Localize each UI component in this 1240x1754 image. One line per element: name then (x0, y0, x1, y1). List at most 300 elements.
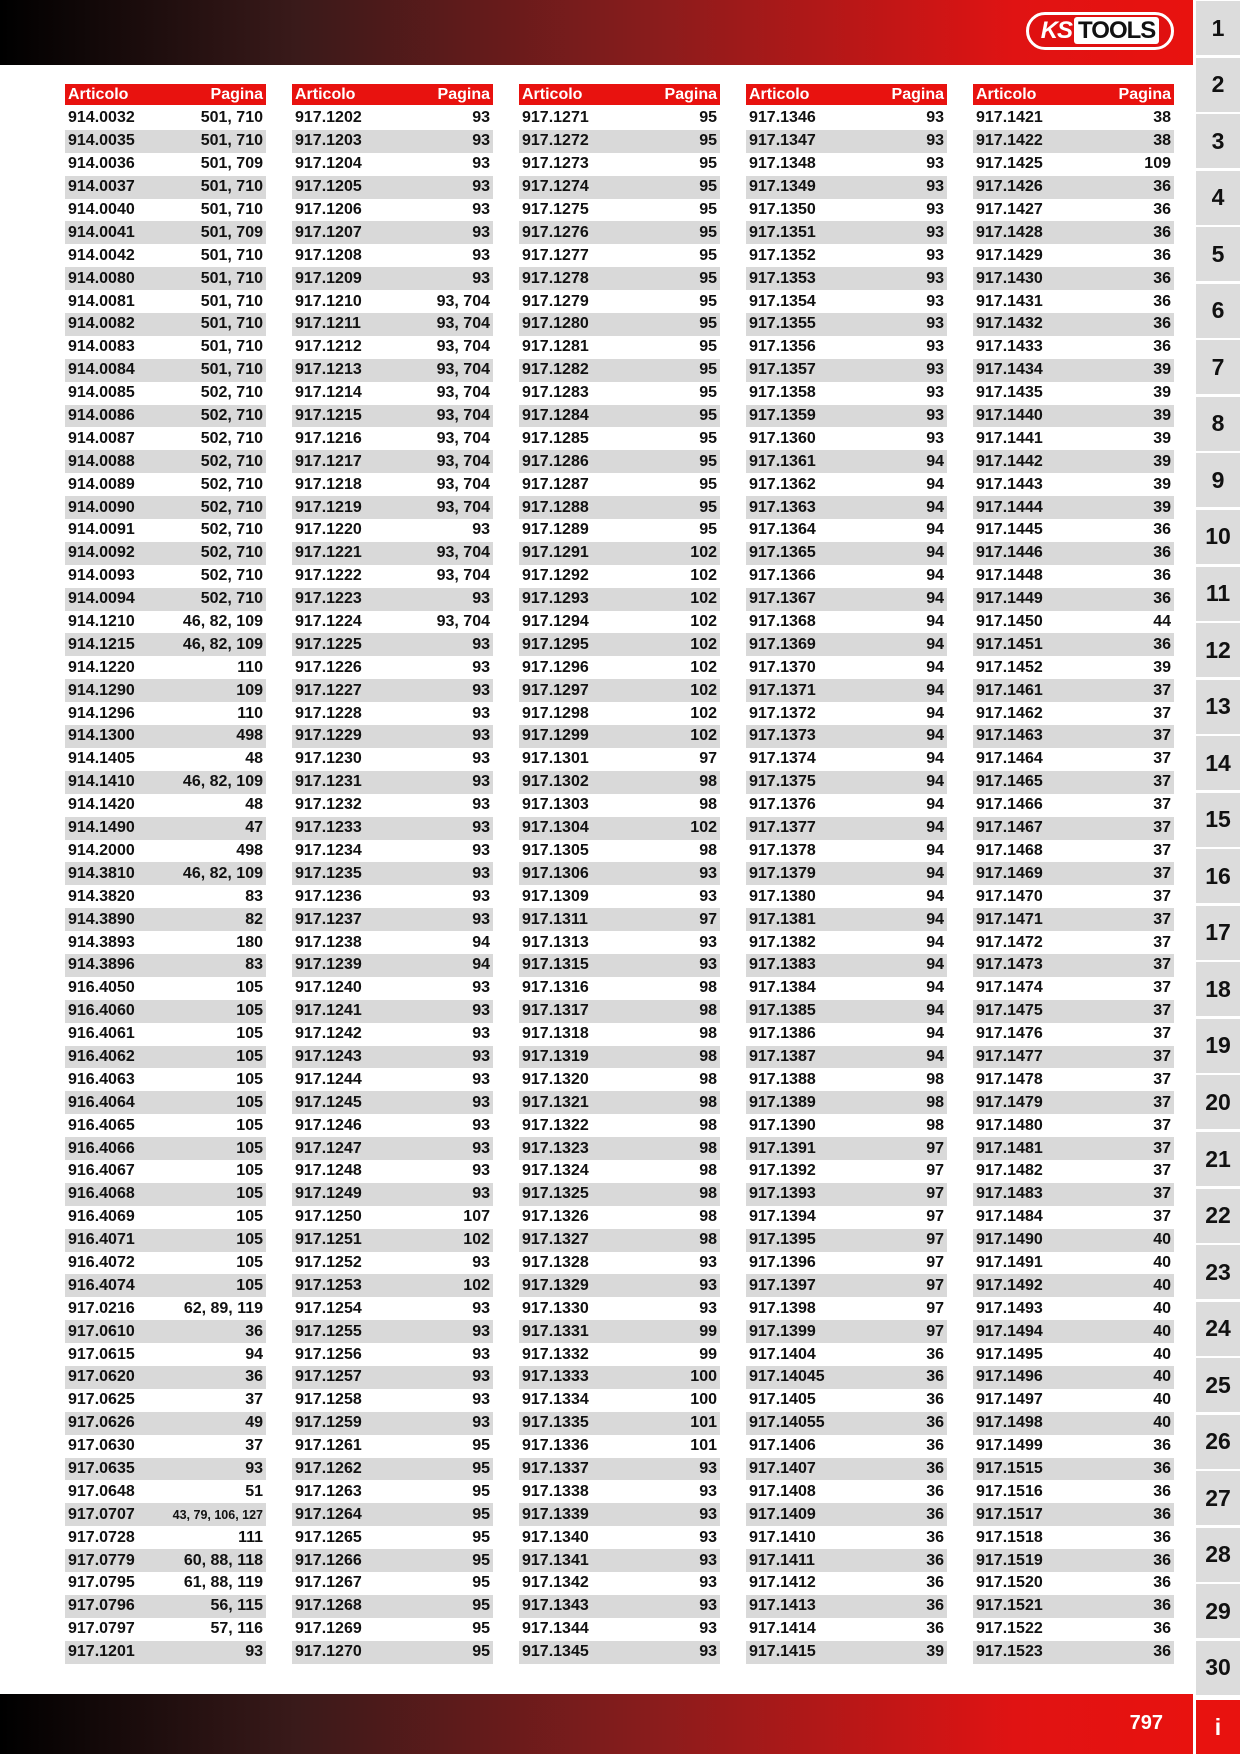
article-number: 917.1377 (749, 819, 816, 837)
table-row (519, 931, 720, 954)
article-number: 917.1302 (522, 773, 589, 791)
page-reference: 82 (245, 910, 263, 928)
table-row (519, 817, 720, 840)
table-row (292, 1229, 493, 1252)
table-row (65, 588, 266, 611)
tab-chapter-8[interactable]: 8 (1196, 397, 1240, 451)
article-number: 917.1238 (295, 933, 362, 951)
article-number: 917.1337 (522, 1459, 589, 1477)
table-row (519, 725, 720, 748)
article-number: 917.1392 (749, 1162, 816, 1180)
page-reference: 93 (472, 1025, 490, 1043)
table-row (292, 1320, 493, 1343)
table-row (65, 1458, 266, 1481)
page-reference: 93, 704 (436, 361, 490, 379)
article-number: 916.4067 (68, 1162, 135, 1180)
page-reference: 102 (690, 544, 717, 562)
table-row (519, 1000, 720, 1023)
article-number: 917.1298 (522, 704, 589, 722)
article-number: 917.1325 (522, 1185, 589, 1203)
table-row (973, 1480, 1174, 1503)
table-row (292, 1503, 493, 1526)
table-row (519, 450, 720, 473)
article-number: 917.1304 (522, 819, 589, 837)
tab-chapter-6[interactable]: 6 (1196, 284, 1240, 338)
article-number: 917.1220 (295, 521, 362, 539)
page-reference: 36 (1153, 1437, 1171, 1455)
article-number: 917.1409 (749, 1505, 816, 1523)
page-reference: 93 (472, 1185, 490, 1203)
page-reference: 93 (699, 1459, 717, 1477)
article-number: 917.1396 (749, 1253, 816, 1271)
article-number: 917.1388 (749, 1070, 816, 1088)
table-row (65, 977, 266, 1000)
page-reference: 36 (1153, 544, 1171, 562)
table-row (746, 840, 947, 863)
article-number: 916.4060 (68, 1002, 135, 1020)
table-row (65, 1435, 266, 1458)
table-row (292, 1641, 493, 1664)
table-row (973, 496, 1174, 519)
table-row (973, 1297, 1174, 1320)
table-row (65, 679, 266, 702)
article-number: 917.1280 (522, 315, 589, 333)
page-reference: 102 (690, 681, 717, 699)
table-row (65, 1320, 266, 1343)
tab-chapter-1[interactable]: 1 (1196, 1, 1240, 55)
table-row (519, 1641, 720, 1664)
tab-chapter-19[interactable]: 19 (1196, 1019, 1240, 1073)
page-reference: 94 (926, 521, 944, 539)
table-row (292, 611, 493, 634)
table-row (973, 1183, 1174, 1206)
article-number: 914.3890 (68, 910, 135, 928)
page-reference: 93 (472, 109, 490, 127)
table-row (973, 748, 1174, 771)
article-number: 917.1481 (976, 1139, 1043, 1157)
tab-chapter-10[interactable]: 10 (1196, 510, 1240, 564)
page-reference: 40 (1153, 1414, 1171, 1432)
tab-chapter-17[interactable]: 17 (1196, 906, 1240, 960)
tab-chapter-9[interactable]: 9 (1196, 453, 1240, 507)
page-reference: 94 (926, 819, 944, 837)
tab-chapter-26[interactable]: 26 (1196, 1415, 1240, 1469)
tab-chapter-16[interactable]: 16 (1196, 849, 1240, 903)
table-row (973, 450, 1174, 473)
page-reference: 95 (472, 1482, 490, 1500)
article-number: 917.1490 (976, 1231, 1043, 1249)
table-row (292, 1023, 493, 1046)
tab-chapter-5[interactable]: 5 (1196, 227, 1240, 281)
article-number: 917.1479 (976, 1093, 1043, 1111)
article-number: 917.1429 (976, 246, 1043, 264)
page-reference: 37 (1153, 1208, 1171, 1226)
table-row (519, 1137, 720, 1160)
article-number: 917.1342 (522, 1574, 589, 1592)
article-number: 917.1224 (295, 613, 362, 631)
tab-chapter-13[interactable]: 13 (1196, 680, 1240, 734)
tab-chapter-4[interactable]: 4 (1196, 171, 1240, 225)
article-number: 917.1293 (522, 590, 589, 608)
article-number: 914.0042 (68, 246, 135, 264)
tab-chapter-29[interactable]: 29 (1196, 1584, 1240, 1638)
page-reference: 51 (245, 1482, 263, 1500)
article-number: 917.1344 (522, 1620, 589, 1638)
page-reference: 502, 710 (200, 521, 263, 539)
table-row (65, 176, 266, 199)
page-reference: 39 (1153, 429, 1171, 447)
page-reference: 93 (699, 933, 717, 951)
article-number: 917.1236 (295, 887, 362, 905)
article-number: 917.1443 (976, 475, 1043, 493)
page-reference: 95 (699, 201, 717, 218)
article-number: 917.1281 (522, 338, 589, 356)
page-reference: 94 (926, 704, 944, 722)
tab-chapter-25[interactable]: 25 (1196, 1358, 1240, 1412)
article-number: 917.1316 (522, 979, 589, 997)
table-row (65, 931, 266, 954)
table-row (65, 1114, 266, 1137)
page-reference: 93 (472, 590, 490, 608)
table-row (746, 862, 947, 885)
article-number: 917.1373 (749, 727, 816, 745)
table-row (65, 107, 266, 130)
page-reference: 93 (926, 201, 944, 218)
page-reference: 37 (1153, 1162, 1171, 1180)
page-reference: 102 (463, 1276, 490, 1294)
page-reference: 93 (472, 1070, 490, 1088)
article-number: 916.4066 (68, 1139, 135, 1157)
page-reference: 93 (926, 223, 944, 241)
page-reference: 502, 710 (200, 498, 263, 516)
page-reference: 95 (472, 1574, 490, 1592)
column-header (292, 84, 493, 105)
page-reference: 37 (1153, 1002, 1171, 1020)
article-number: 917.1264 (295, 1505, 362, 1523)
article-number: 917.1278 (522, 269, 589, 287)
page-reference: 98 (699, 1231, 717, 1249)
article-number: 914.0093 (68, 567, 135, 585)
page-reference: 95 (472, 1551, 490, 1569)
page-reference: 498 (236, 727, 263, 745)
page-reference: 37 (1153, 933, 1171, 951)
article-number: 917.0625 (68, 1391, 135, 1409)
tab-chapter-22[interactable]: 22 (1196, 1189, 1240, 1243)
article-number: 917.0728 (68, 1528, 135, 1546)
article-number: 917.1265 (295, 1528, 362, 1546)
page-reference: 93 (699, 864, 717, 882)
page-reference: 94 (926, 864, 944, 882)
article-number: 917.1253 (295, 1276, 362, 1294)
page-reference: 93 (472, 819, 490, 837)
table-row (746, 221, 947, 244)
article-number: 914.0036 (68, 155, 135, 173)
table-row (65, 336, 266, 359)
page-reference: 93 (926, 361, 944, 379)
article-number: 914.1405 (68, 750, 135, 768)
page-reference: 94 (926, 635, 944, 653)
tab-chapter-18[interactable]: 18 (1196, 962, 1240, 1016)
tab-chapter-20[interactable]: 20 (1196, 1075, 1240, 1129)
article-number: 917.1517 (976, 1505, 1043, 1523)
table-row (973, 1526, 1174, 1549)
page-reference: 36 (1153, 1643, 1171, 1661)
page-reference: 95 (699, 338, 717, 356)
tab-chapter-15[interactable]: 15 (1196, 793, 1240, 847)
table-row (65, 954, 266, 977)
page-reference: 501, 710 (200, 246, 263, 264)
page-reference: 39 (926, 1643, 944, 1661)
article-number: 917.1379 (749, 864, 816, 882)
article-number: 917.1255 (295, 1322, 362, 1340)
page-reference: 83 (245, 956, 263, 974)
page-reference: 36 (926, 1459, 944, 1477)
table-row (292, 336, 493, 359)
table-row (65, 1183, 266, 1206)
tab-chapter-30[interactable]: 30 (1196, 1641, 1240, 1695)
page-reference: 46, 82, 109 (182, 613, 263, 631)
table-row (746, 290, 947, 313)
tab-chapter-11[interactable]: 11 (1196, 567, 1240, 621)
table-row (65, 427, 266, 450)
table-row (746, 1068, 947, 1091)
page-reference: 46, 82, 109 (182, 773, 263, 791)
article-number: 917.1340 (522, 1528, 589, 1546)
article-number: 917.1341 (522, 1551, 589, 1569)
page-reference: 93 (472, 223, 490, 241)
tab-chapter-24[interactable]: 24 (1196, 1302, 1240, 1356)
table-row (292, 1618, 493, 1641)
table-row (65, 1549, 266, 1572)
table-row (65, 1297, 266, 1320)
table-row (65, 405, 266, 428)
article-number: 917.1382 (749, 933, 816, 951)
tab-chapter-28[interactable]: 28 (1196, 1528, 1240, 1582)
article-number: 917.1299 (522, 727, 589, 745)
page-reference: 105 (236, 979, 263, 997)
table-row (519, 1068, 720, 1091)
article-number: 914.0092 (68, 544, 135, 562)
article-number: 917.1386 (749, 1025, 816, 1043)
table-row (519, 1618, 720, 1641)
table-row (65, 519, 266, 542)
page-reference: 36 (926, 1620, 944, 1638)
page-reference: 95 (699, 407, 717, 425)
page-reference: 94 (926, 681, 944, 699)
article-number: 914.1410 (68, 773, 135, 791)
article-number: 917.1284 (522, 407, 589, 425)
article-number: 917.1202 (295, 109, 362, 127)
page-reference: 93 (472, 132, 490, 150)
table-row (519, 1389, 720, 1412)
article-number: 917.1461 (976, 681, 1043, 699)
page-reference: 94 (926, 1047, 944, 1065)
page-reference: 93 (699, 1276, 717, 1294)
page-reference: 98 (926, 1093, 944, 1111)
table-row (519, 588, 720, 611)
page-reference: 94 (926, 773, 944, 791)
logo-tools: TOOLS (1074, 17, 1159, 44)
table-row (292, 1114, 493, 1137)
table-row (292, 771, 493, 794)
article-number: 917.1407 (749, 1459, 816, 1477)
header-page: Pagina (210, 85, 263, 103)
page-reference: 95 (699, 384, 717, 402)
table-row (292, 725, 493, 748)
table-row (65, 885, 266, 908)
article-number: 917.1463 (976, 727, 1043, 745)
page-reference: 93 (926, 384, 944, 402)
page-reference: 94 (472, 956, 490, 974)
article-number: 917.0648 (68, 1482, 135, 1500)
header-article: Articolo (749, 85, 810, 103)
page-reference: 502, 710 (200, 475, 263, 493)
page-reference: 94 (926, 796, 944, 814)
table-row (292, 450, 493, 473)
article-number: 917.1235 (295, 864, 362, 882)
table-row (973, 771, 1174, 794)
table-row (973, 267, 1174, 290)
page-reference: 40 (1153, 1322, 1171, 1340)
article-number: 917.1397 (749, 1276, 816, 1294)
table-row (65, 1160, 266, 1183)
page-reference: 39 (1153, 361, 1171, 379)
table-row (973, 1274, 1174, 1297)
tab-chapter-23[interactable]: 23 (1196, 1245, 1240, 1299)
article-number: 917.1404 (749, 1345, 816, 1363)
table-row (292, 221, 493, 244)
table-row (973, 176, 1174, 199)
table-row (746, 1183, 947, 1206)
table-row (65, 1572, 266, 1595)
tab-chapter-21[interactable]: 21 (1196, 1132, 1240, 1186)
table-row (973, 519, 1174, 542)
tab-chapter-7[interactable]: 7 (1196, 340, 1240, 394)
article-number: 914.3893 (68, 933, 135, 951)
table-row (65, 450, 266, 473)
page-reference: 46, 82, 109 (182, 635, 263, 653)
header-page: Pagina (1118, 85, 1171, 103)
page-reference: 37 (245, 1391, 263, 1409)
table-row (973, 1160, 1174, 1183)
table-row (973, 1046, 1174, 1069)
table-row (973, 382, 1174, 405)
article-number: 916.4071 (68, 1231, 135, 1249)
article-number: 917.1357 (749, 361, 816, 379)
article-number: 917.1495 (976, 1345, 1043, 1363)
article-number: 917.1380 (749, 887, 816, 905)
table-row (292, 885, 493, 908)
article-number: 917.1327 (522, 1231, 589, 1249)
article-number: 917.0795 (68, 1574, 135, 1592)
table-row (746, 130, 947, 153)
page-reference: 36 (1153, 292, 1171, 310)
article-number: 914.1296 (68, 704, 135, 722)
article-number: 917.1515 (976, 1459, 1043, 1477)
table-row (746, 1160, 947, 1183)
table-row (292, 130, 493, 153)
article-number: 917.1445 (976, 521, 1043, 539)
table-row (973, 153, 1174, 176)
table-row (519, 1046, 720, 1069)
article-number: 917.1472 (976, 933, 1043, 951)
tab-chapter-3[interactable]: 3 (1196, 114, 1240, 168)
table-row (65, 1618, 266, 1641)
article-number: 917.1203 (295, 132, 362, 150)
article-number: 917.1359 (749, 407, 816, 425)
page-reference: 100 (690, 1368, 717, 1386)
article-number: 917.0779 (68, 1551, 135, 1569)
page-reference: 93 (926, 155, 944, 173)
article-number: 917.1305 (522, 841, 589, 859)
article-number: 917.1286 (522, 452, 589, 470)
page-reference: 98 (699, 841, 717, 859)
page-reference: 36 (926, 1482, 944, 1500)
page-reference: 102 (690, 635, 717, 653)
page-reference: 105 (236, 1276, 263, 1294)
article-number: 917.1288 (522, 498, 589, 516)
article-number: 917.1214 (295, 384, 362, 402)
article-number: 917.1494 (976, 1322, 1043, 1340)
page-reference: 93 (472, 1162, 490, 1180)
page-reference: 501, 710 (200, 269, 263, 287)
article-number: 917.1271 (522, 109, 589, 127)
article-number: 917.1356 (749, 338, 816, 356)
table-row (746, 382, 947, 405)
table-row (292, 1137, 493, 1160)
table-row (746, 588, 947, 611)
table-row (292, 1160, 493, 1183)
table-row (746, 1206, 947, 1229)
article-number: 917.1462 (976, 704, 1043, 722)
article-number: 914.0094 (68, 590, 135, 608)
tab-chapter-12[interactable]: 12 (1196, 623, 1240, 677)
column-header (65, 84, 266, 105)
table-row (65, 1046, 266, 1069)
page-reference: 95 (699, 498, 717, 516)
article-number: 916.4072 (68, 1253, 135, 1271)
page-reference: 49 (245, 1414, 263, 1432)
table-row (746, 1274, 947, 1297)
table-row (65, 153, 266, 176)
column-header (973, 84, 1174, 105)
table-row (292, 794, 493, 817)
page-reference: 502, 710 (200, 407, 263, 425)
article-number: 917.1322 (522, 1116, 589, 1134)
page-reference: 98 (699, 773, 717, 791)
table-row (519, 267, 720, 290)
table-row (292, 1091, 493, 1114)
page-reference: 93, 704 (436, 613, 490, 631)
article-number: 917.1201 (68, 1643, 135, 1661)
article-number: 917.1432 (976, 315, 1043, 333)
page-reference: 95 (472, 1597, 490, 1615)
article-number: 917.1282 (522, 361, 589, 379)
table-row (519, 702, 720, 725)
tab-info[interactable]: i (1196, 1700, 1240, 1754)
article-number: 914.0080 (68, 269, 135, 287)
page-reference: 93 (472, 979, 490, 997)
tab-chapter-14[interactable]: 14 (1196, 736, 1240, 790)
page-reference: 93 (926, 109, 944, 127)
tab-chapter-27[interactable]: 27 (1196, 1471, 1240, 1525)
page-reference: 93 (472, 910, 490, 928)
article-number: 917.1376 (749, 796, 816, 814)
page-reference: 37 (1153, 887, 1171, 905)
tab-chapter-2[interactable]: 2 (1196, 58, 1240, 112)
page-reference: 105 (236, 1093, 263, 1111)
table-row (292, 199, 493, 222)
